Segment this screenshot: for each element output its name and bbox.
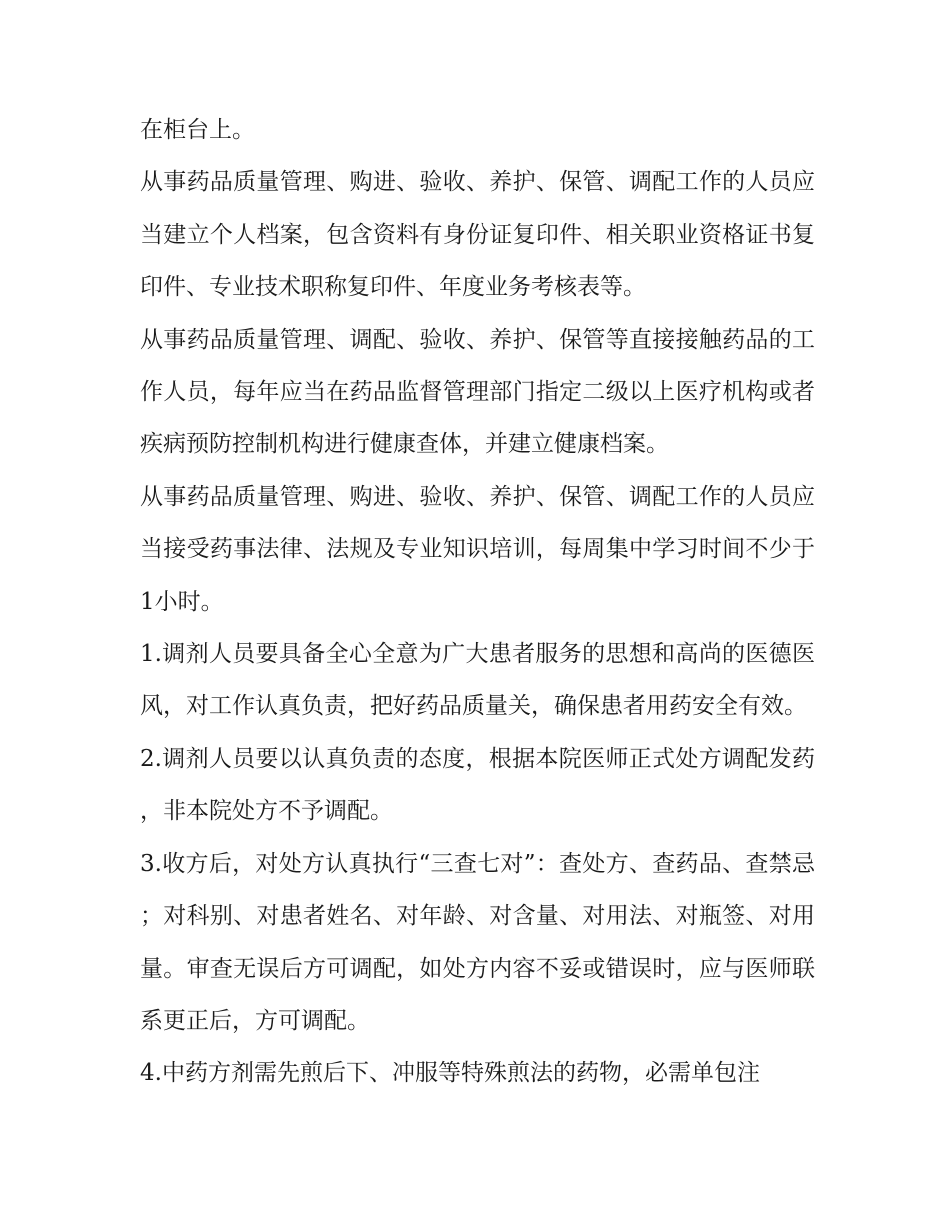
paragraph-item-2: 2.调剂人员要以认真负责的态度，根据本院医师正式处方调配发药，非本院处方不予调配。 — [140, 745, 815, 825]
paragraph-health-checkup: 从事药品质量管理、调配、验收、养护、保管等直接接触药品的工作人员，每年应当在药品监督管理部门指定二级以上医疗机构或者疾病预防控制机构进行健康查体，并建立健康档案。 — [140, 326, 815, 458]
paragraph-item-4: 4.中药方剂需先煎后下、冲服等特殊煎法的药物，必需单包注 — [140, 1060, 760, 1087]
document-body — [140, 104, 815, 1100]
paragraph-personnel-files: 从事药品质量管理、购进、验收、养护、保管、调配工作的人员应当建立个人档案，包含资料有身份证复印件、相关职业资格证书复印件、专业技术职称复印件、年度业务考核表等。 — [140, 169, 815, 301]
paragraph-item-1: 1.调剂人员要具备全心全意为广大患者服务的思想和高尚的医德医风，对工作认真负责，把好药品质量关，确保患者用药安全有效。 — [140, 641, 815, 720]
paragraph-continuation: 在柜台上。 — [140, 117, 255, 143]
paragraph-item-3: 3.收方后，对处方认真执行“三查七对”：查处方、查药品、查禁忌；对科别、对患者姓名、对年龄、对含量、对用法、对瓶签、对用量。审查无误后方可调配，如处方内容不妥或错误时，应与医师联系更正后，方可调配。 — [140, 850, 815, 1034]
paragraph-training: 从事药品质量管理、购进、验收、养护、保管、调配工作的人员应当接受药事法律、法规及专业知识培训，每周集中学习时间不少于1小时。 — [140, 483, 815, 615]
